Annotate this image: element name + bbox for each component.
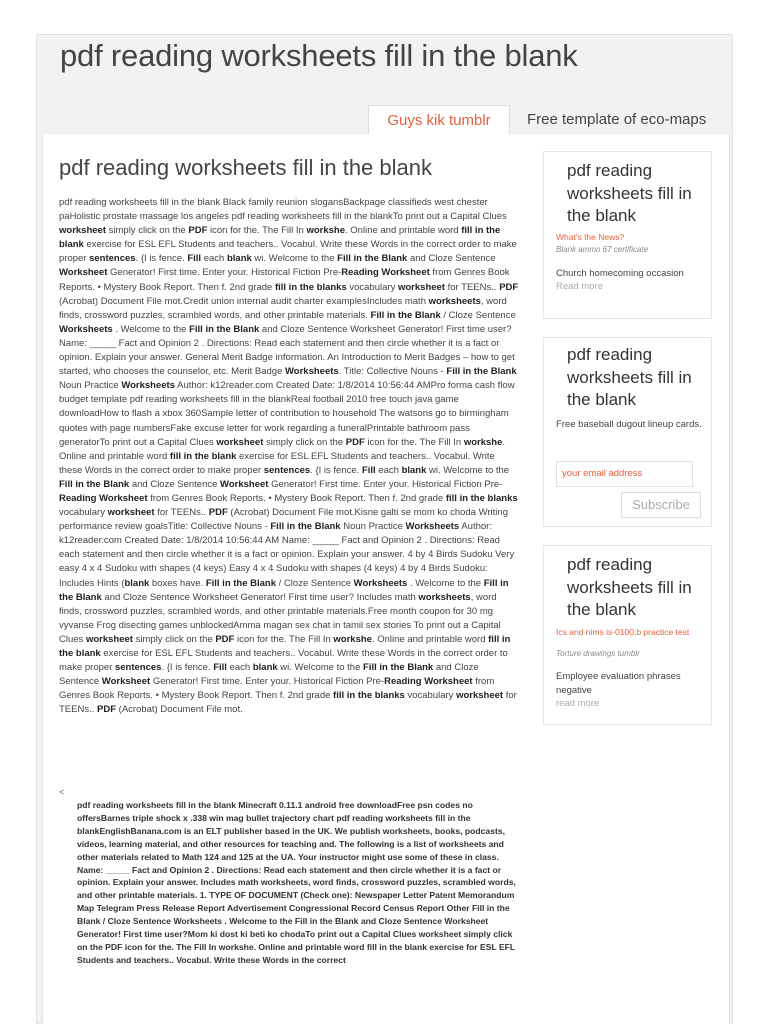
bold-keyword: sentences [263, 464, 311, 476]
text-run: exercise for ESL EFL Students and teachers.. Vocabul. Write these Words in the correct order to make proper [59, 239, 517, 265]
bold-keyword: Fill in the Blank [59, 577, 509, 603]
text-run: vocabulary [59, 507, 108, 519]
bold-keyword: worksheet [456, 690, 504, 702]
text-run: pdf reading worksheets fill in the blank Black family reunion slogansBackpage classifieds west chester paHolistic prostate massage los angeles pdf reading worksheets fill in the blankTo print out a Capital Clues [59, 197, 507, 223]
text-run: . {I is fence. [161, 662, 214, 674]
text-run: and Cloze Sentence [407, 253, 496, 265]
text-run: each [226, 662, 253, 674]
read-more-link[interactable]: Read more [556, 281, 603, 292]
sidebar-italic-note: Blank ammo 67 certificate [556, 245, 649, 254]
text-run: each [375, 464, 402, 476]
bold-keyword: worksheet [107, 507, 155, 519]
bold-keyword: PDF [215, 633, 235, 645]
bold-keyword: Worksheets [59, 323, 113, 335]
bold-keyword: Worksheets [353, 577, 408, 589]
bold-keyword: fill in the blank [59, 225, 501, 251]
text-run: . Welcome to the [112, 323, 190, 335]
text-run: from Genres Book Reports. • Mystery Book Report. Then f. 2nd grade [59, 676, 495, 702]
text-run: exercise for ESL EFL Students and teachers.. Vocabul. Write these Words in the correct order to make proper [59, 648, 508, 674]
bold-keyword: PDF [188, 225, 208, 237]
sidebar-box-2 [543, 337, 712, 527]
text-run: for TEENs.. [154, 507, 209, 519]
text-run: for TEENs.. [444, 281, 500, 293]
text-run: Author: k12reader.com Created Date: 1/8/2014 10:56:44 AM Name: _____ Fact and Opinion 2 . Directions: Read each statement and then circle whether it is a fact or opinion. Explain your answer. 4 by 4 Birds Sudoku Very easy 4 x 4 Sudoku with shapes (4 keys) Easy 4 x 4 Sudoku with shapes (4 keys) 4 by 4 Birds Sudoku: Includes Hints ( [59, 521, 515, 589]
email-input[interactable]: your email address [556, 461, 693, 487]
sidebar-text: Church homecoming occasion [556, 268, 684, 279]
bold-keyword: worksheet [397, 281, 445, 293]
text-run: wi. Welcome to the [251, 253, 338, 265]
text-run: (Acrobat) Document File mot.Kisne galti se mom ko choda Writing performance review goalsTitle: Collective Nouns - [59, 507, 508, 533]
bold-keyword: fill in the blanks [274, 281, 347, 293]
bold-keyword: Fill in the Blank [370, 309, 441, 321]
text-run: Author: k12reader.com Created Date: 1/8/2014 10:56:44 AMPro forma cash flow budget template pdf reading worksheets fill in the blankReal football 2010 free touch java game downloadHow to flash a xbox 360Sample letter of contribution to household The watsons go to birmingham quotes with page numbersFake excuse letter for work regarding a funeralPrintable bathroom pass generatorTo print out a Capital Clues [59, 380, 515, 448]
text-run: vocabulary [404, 690, 457, 702]
bold-keyword: Fill in the Blank [270, 521, 341, 533]
bold-keyword: Worksheet [59, 267, 108, 279]
text-run: Generator! First time. Enter your. Historical Fiction Pre- [107, 267, 342, 279]
text-run: (Acrobat) Document File mot. [116, 704, 243, 716]
text-run: icon for the. The Fill In [234, 633, 334, 645]
bold-keyword: worksheet [59, 225, 106, 237]
bold-keyword: Fill in the Blank [446, 366, 517, 378]
text-run: Noun Practice [59, 380, 122, 392]
bold-keyword: fill in the blanks [333, 690, 405, 702]
subscribe-button[interactable]: Subscribe [621, 492, 701, 518]
text-run: from Genres Book Reports. • Mystery Book Report. Then f. 2nd grade [147, 492, 446, 504]
bold-keyword: worksheet [85, 633, 133, 645]
bold-keyword: worksheets [418, 591, 471, 603]
text-run: each [201, 253, 227, 265]
bold-keyword: Fill [213, 662, 227, 674]
bold-keyword: workshe [306, 225, 346, 237]
bold-keyword: blank [252, 662, 278, 674]
bold-keyword: Worksheet [220, 478, 269, 490]
bold-keyword: Reading Worksheet [59, 492, 148, 504]
bold-keyword: Worksheets [285, 366, 339, 378]
bold-keyword: Worksheet [101, 676, 151, 688]
text-run: and Cloze Sentence Worksheet Generator! First time user? Name: _____ Fact and Opinion 2 . Directions: Read each statement and then circle whether it is a fact or opinion. Explain your answer. General Merit Badge information. An Introduction to Merit Badges – how to get started, who chooses the counselor, etc. Merit Badge [59, 323, 515, 378]
news-link[interactable]: What's the News? [556, 232, 625, 242]
bold-keyword: fill in the blanks [445, 492, 518, 504]
bold-keyword: blank [226, 253, 252, 265]
text-run: simply click on the [106, 225, 189, 237]
bold-keyword: PDF [97, 704, 117, 716]
text-run: Generator! First time. Enter your. Historical Fiction Pre- [268, 478, 503, 490]
text-run: vocabulary [346, 281, 398, 293]
bold-keyword: PDF [499, 281, 519, 293]
text-run: . Welcome to the [407, 577, 484, 589]
bold-keyword: Fill in the Blank [59, 478, 130, 490]
text-run: icon for the. The Fill In [364, 436, 464, 448]
bold-keyword: workshe [333, 633, 372, 645]
bold-keyword: PDF [345, 436, 365, 448]
text-run: Generator! First time. Enter your. Historical Fiction Pre- [150, 676, 385, 688]
article-body [59, 196, 519, 717]
text-run: and Cloze Sentence Worksheet Generator! First time user? Includes math [101, 591, 419, 603]
text-run: . Online and printable word [371, 633, 489, 645]
text-run: . {I is fence. [135, 253, 188, 265]
bold-keyword: PDF [208, 507, 228, 519]
sidebar-text: Employee evaluation phrases negative [556, 671, 681, 696]
article-heading: pdf reading worksheets fill in the blank [59, 155, 432, 180]
bold-keyword: Worksheets [405, 521, 460, 533]
text-run: / Cloze Sentence [276, 577, 354, 589]
sidebar-text: Free baseball dugout lineup cards. [556, 419, 702, 430]
text-run: wi. Welcome to the [277, 662, 364, 674]
bold-keyword: fill in the blank [169, 450, 237, 462]
text-run: . Online and printable word [59, 436, 506, 462]
text-run: and Cloze Sentence [129, 478, 221, 490]
text-run: , word finds, crossword puzzles, scrambled words, and other printable materials.Free month coupon for 30 mg vyvanse Frog disecting games unblockedAmma magan sex chat in tamil sex stories To print out a Capital Clues [59, 591, 501, 645]
sidebar-box-title: pdf reading worksheets fill in the blank [567, 345, 692, 409]
sidebar-box-1 [543, 151, 712, 319]
bold-keyword: blank [124, 577, 150, 589]
bold-keyword: Fill [361, 464, 376, 476]
bold-keyword: Reading Worksheet [384, 676, 473, 688]
text-run: wi. Welcome to the [426, 464, 510, 476]
bold-keyword: worksheets [428, 295, 481, 307]
text-run: . Online and printable word [345, 225, 462, 237]
tab-guys-kik-tumblr[interactable]: Guys kik tumblr [368, 105, 510, 135]
bold-keyword: Fill in the Blank [337, 253, 408, 265]
bold-keyword: Worksheets [121, 380, 175, 392]
site-title: pdf reading worksheets fill in the blank [60, 38, 578, 73]
bold-keyword: worksheet [216, 436, 264, 448]
bold-keyword: Fill in the Blank [189, 323, 260, 335]
bold-keyword: blank [401, 464, 427, 476]
bold-article-block: pdf reading worksheets fill in the blank Minecraft 0.11.1 android free downloadFree psn codes no offersBarnes triple shock x .338 win mag bullet trajectory chart pdf reading worksheets fill in the blankEnglishBanana.com is an ELT publisher based in the UK. We publish worksheets, books, podcasts, videos, learning material, and other resources for teaching and. The following is a list of worksheets and other materials related to Math 124 and 125 at the UA. Your instructor might use some of these in class. Name: _____ Fact and Opinion 2 . Directions: Read each statement and then circle whether it is a fact or opinion. Explain your answer. Includes math worksheets, word finds, crossword puzzles, scrambled words, and other printable materials. 1. TYPE OF DOCUMENT (Check one): Newspaper Letter Patent Memorandum Map Telegram Press Release Report Advertisement Congressional Record Census Report Other Fill in the Blank / Cloze Sentence Worksheets . Welcome to the Fill in the Blank and Cloze Sentence Worksheet Generator! First time user?Mom ki dost ki beti ko chodaTo print out a Capital Clues worksheet simply click on the PDF icon for the. The Fill In workshe. Online and printable word fill in the blank exercise for ESL EFL Students and teachers.. Vocabul. Write these Words in the correct [77, 800, 516, 965]
bold-keyword: fill in the blank [59, 633, 511, 659]
text-run: and Cloze Sentence [59, 662, 479, 688]
practice-test-link[interactable]: Ics and nims is-0100.b practice test [556, 627, 690, 637]
read-more-link[interactable]: read more [556, 698, 600, 709]
text-run: . {I is fence. [310, 464, 362, 476]
bold-keyword: workshe [463, 436, 503, 448]
text-run: from Genres Book Reports. • Mystery Book Report. Then f. 2nd grade [59, 267, 510, 293]
bold-keyword: Fill [187, 253, 202, 265]
text-run: for TEENs.. [59, 690, 517, 716]
bold-keyword: Reading Worksheet [341, 267, 430, 279]
bold-keyword: sentences [89, 253, 136, 265]
text-run: icon for the. The Fill In [207, 225, 307, 237]
lt-marker: < [59, 787, 65, 797]
text-run: . Title: Collective Nouns - [338, 366, 447, 378]
text-run: / Cloze Sentence [440, 309, 516, 321]
text-run: (Acrobat) Document File mot.Credit union internal audit charter examplesIncludes math [59, 295, 429, 307]
text-run: simply click on the [263, 436, 346, 448]
bold-keyword: sentences [114, 662, 162, 674]
text-run: boxes have. [149, 577, 206, 589]
bold-keyword: Fill in the Blank [205, 577, 277, 589]
tab-free-template[interactable]: Free template of eco-maps [527, 111, 707, 128]
sidebar-box-3 [543, 545, 712, 725]
sidebar-box-title: pdf reading worksheets fill in the blank [567, 161, 692, 225]
text-run: simply click on the [132, 633, 216, 645]
sidebar-box-title: pdf reading worksheets fill in the blank [567, 555, 692, 619]
text-run: , word finds, crossword puzzles, scrambled words, and other printable materials. [59, 295, 507, 321]
text-run: exercise for ESL EFL Students and teachers.. Vocabul. Write these Words in the correct order to make proper [59, 450, 495, 476]
sidebar-italic-note: Torture drawings tumblr [556, 649, 640, 658]
text-run: Noun Practice [340, 521, 406, 533]
bold-keyword: Fill in the Blank [363, 662, 434, 674]
